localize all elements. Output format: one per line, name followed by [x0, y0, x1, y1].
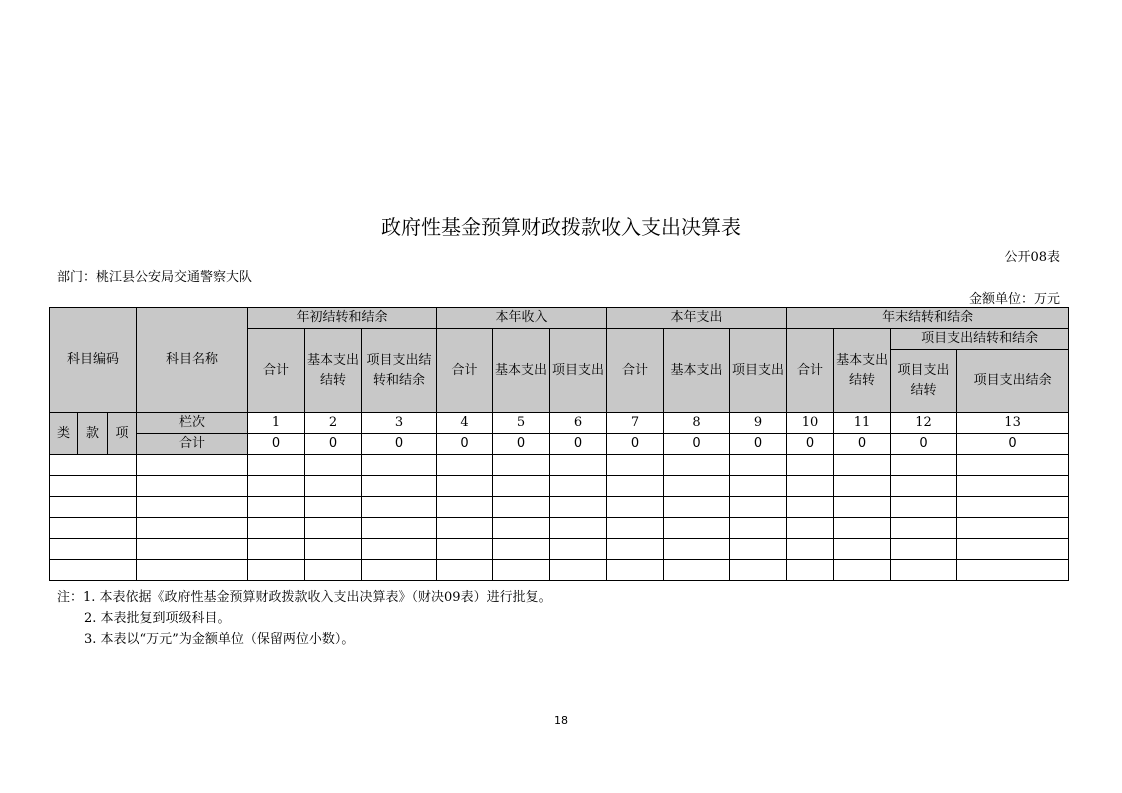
page-number: 18	[554, 714, 568, 727]
header-group-begin: 年初结转和结余	[248, 308, 437, 329]
total-value: 0	[787, 434, 834, 455]
header-end-project-balance: 项目支出结余	[957, 350, 1069, 413]
header-expense-total: 合计	[607, 329, 664, 413]
column-number: 2	[305, 413, 362, 434]
total-value: 0	[550, 434, 607, 455]
row-label-total: 合计	[137, 434, 248, 455]
header-subject-code: 科目编码	[50, 308, 137, 413]
header-end-project-group: 项目支出结转和结余	[891, 329, 1069, 350]
total-value: 0	[957, 434, 1069, 455]
total-value: 0	[730, 434, 787, 455]
total-value: 0	[437, 434, 493, 455]
column-number: 11	[834, 413, 891, 434]
row-label-column-number: 栏次	[137, 413, 248, 434]
header-end-project-carry: 项目支出结转	[891, 350, 957, 413]
total-value: 0	[834, 434, 891, 455]
budget-table	[49, 307, 1069, 581]
department-label: 部门：桃江县公安局交通警察大队	[57, 270, 253, 285]
header-group-end: 年末结转和结余	[787, 308, 1069, 329]
header-income-total: 合计	[437, 329, 493, 413]
column-number: 7	[607, 413, 664, 434]
note-3: 3. 本表以“万元”为金额单位（保留两位小数）。	[84, 632, 355, 647]
empty-row	[50, 560, 1069, 581]
column-number: 3	[362, 413, 437, 434]
header-group-income: 本年收入	[437, 308, 607, 329]
header-begin-project-carry-balance: 项目支出结转和结余	[362, 329, 437, 413]
total-value: 0	[248, 434, 305, 455]
column-number: 8	[664, 413, 730, 434]
column-number: 12	[891, 413, 957, 434]
empty-row	[50, 476, 1069, 497]
header-expense-project: 项目支出	[730, 329, 787, 413]
note-2: 2. 本表批复到项级科目。	[84, 611, 231, 626]
page-title: 政府性基金预算财政拨款收入支出决算表	[381, 215, 741, 239]
header-begin-total: 合计	[248, 329, 305, 413]
column-number: 10	[787, 413, 834, 434]
header-group-expense: 本年支出	[607, 308, 787, 329]
header-lei: 类	[50, 413, 78, 455]
form-number: 公开08表	[1004, 250, 1060, 265]
empty-row	[50, 539, 1069, 560]
column-number: 1	[248, 413, 305, 434]
column-number: 6	[550, 413, 607, 434]
note-1: 注：1. 本表依据《政府性基金预算财政拨款收入支出决算表》（财决09表）进行批复。	[57, 590, 552, 605]
total-value: 0	[305, 434, 362, 455]
column-number: 5	[493, 413, 550, 434]
total-value: 0	[362, 434, 437, 455]
unit-label: 金额单位：万元	[968, 292, 1060, 307]
header-income-basic: 基本支出	[493, 329, 550, 413]
total-value: 0	[891, 434, 957, 455]
header-end-total: 合计	[787, 329, 834, 413]
header-begin-basic-carry: 基本支出结转	[305, 329, 362, 413]
header-subject-name: 科目名称	[137, 308, 248, 413]
column-number: 4	[437, 413, 493, 434]
total-value: 0	[664, 434, 730, 455]
empty-row	[50, 518, 1069, 539]
header-xiang: 项	[108, 413, 137, 455]
header-expense-basic: 基本支出	[664, 329, 730, 413]
column-number: 9	[730, 413, 787, 434]
column-number: 13	[957, 413, 1069, 434]
header-income-project: 项目支出	[550, 329, 607, 413]
empty-row	[50, 497, 1069, 518]
header-end-basic-carry: 基本支出结转	[834, 329, 891, 413]
total-value: 0	[493, 434, 550, 455]
total-value: 0	[607, 434, 664, 455]
notes	[57, 587, 552, 650]
empty-row	[50, 455, 1069, 476]
header-kuan: 款	[78, 413, 108, 455]
